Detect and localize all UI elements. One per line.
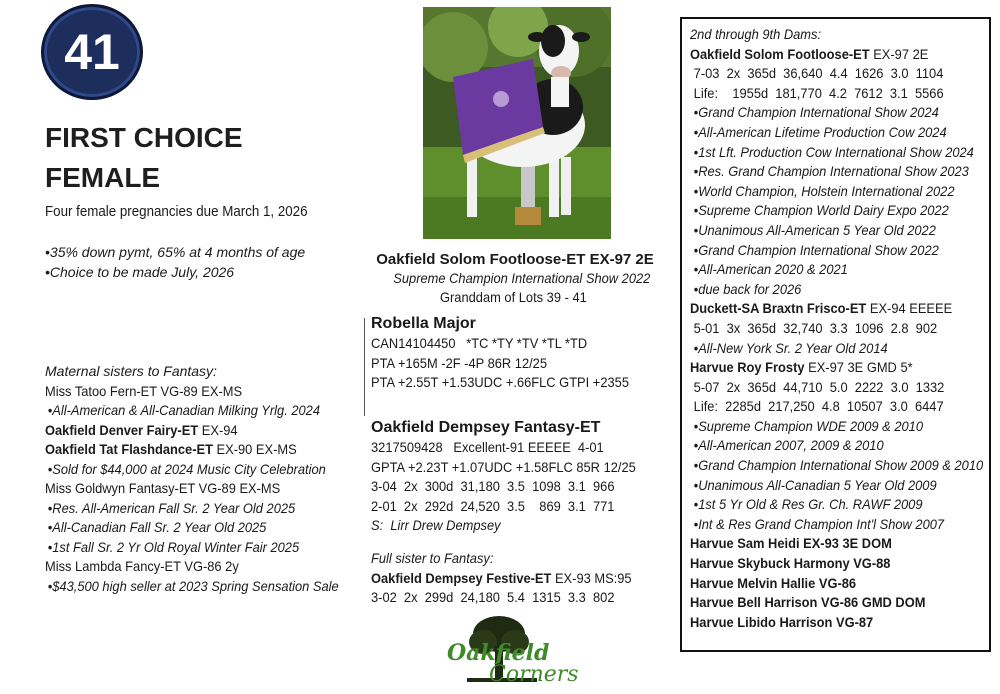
- pedigree-record: 5-01 3x 365d 32,740 3.3 1096 2.8 902: [693, 319, 938, 336]
- logo-word-2: Corners: [489, 662, 579, 687]
- dam-sire: S: Lirr Drew Dempsey: [371, 517, 501, 533]
- dam-line: 3217509428 Excellent-91 EEEEE 4-01: [371, 439, 604, 455]
- pedigree-ancestor: Harvue Skybuck Harmony VG-88: [690, 555, 891, 572]
- pedigree-note: •Grand Champion International Show 2022: [693, 241, 939, 258]
- pedigree-record: 7-03 2x 365d 36,640 4.4 1626 3.0 1104: [693, 65, 944, 82]
- pedigree-note: •Supreme Champion WDE 2009 & 2010: [693, 417, 924, 434]
- title-line-1: FIRST CHOICE: [45, 122, 243, 153]
- dam-line: 3-04 2x 300d 31,180 3.5 1098 3.1 966: [371, 478, 615, 494]
- title-line-2: FEMALE: [45, 162, 161, 193]
- pedigree-note: •due back for 2026: [693, 280, 802, 297]
- sister-note: •Res. All-American Fall Sr. 2 Year Old 2025: [47, 499, 296, 516]
- pedigree-note: •All-American 2020 & 2021: [693, 261, 848, 278]
- sire-line: CAN14104450 *TC *TY *TV *TL *TD: [371, 335, 588, 351]
- pedigree-note: •Grand Champion International Show 2024: [693, 104, 939, 121]
- sire-divider: [364, 318, 365, 416]
- sister-note: •All-Canadian Fall Sr. 2 Year Old 2025: [47, 519, 267, 535]
- pedigree-note: •1st 5 Yr Old & Res Gr. Ch. RAWF 2009: [693, 496, 923, 513]
- terms-line-2: •Choice to be made July, 2026: [45, 264, 235, 280]
- terms-line-1: •35% down pymt, 65% at 4 months of age: [45, 244, 306, 260]
- sire-line: PTA +2.55T +1.53UDC +.66FLC GTPI +2355: [371, 374, 629, 390]
- sire-section: [371, 314, 651, 393]
- lot-number-badge: [41, 4, 143, 100]
- photo-caption-2: Granddam of Lots 39 - 41: [440, 289, 587, 305]
- pedigree-record: Life: 1955d 181,770 4.2 7612 3.1 5566: [693, 84, 944, 101]
- dam-name: Oakfield Dempsey Fantasy-ET: [371, 419, 601, 436]
- pedigree-ancestor: Harvue Libido Harrison VG-87: [690, 613, 874, 630]
- sire-line: PTA +165M -2F -4P 86R 12/25: [371, 354, 548, 371]
- sister-note: •$43,500 high seller at 2023 Spring Sensation Sale: [47, 577, 339, 594]
- photo-cow-name: Oakfield Solom Footloose-ET EX-97 2E: [376, 251, 654, 268]
- logo-word-1: Oakfield: [447, 640, 550, 666]
- pedigree-dam-name: Harvue Roy Frosty EX-97 3E GMD 5*: [690, 359, 913, 376]
- pedigree-record: Life: 2285d 217,250 4.8 10507 3.0 6447: [693, 398, 944, 415]
- pedigree-note: •World Champion, Holstein International 2022: [693, 182, 955, 199]
- sister-entry: Miss Tatoo Fern-ET VG-89 EX-MS: [45, 382, 243, 399]
- pedigree-note: •Int & Res Grand Champion Int'l Show 2007: [693, 515, 945, 532]
- pedigree-ancestor: Harvue Sam Heidi EX-93 3E DOM: [690, 535, 892, 552]
- dam-line: GPTA +2.23T +1.07UDC +1.58FLC 85R 12/25: [371, 458, 636, 475]
- pedigree-dam-name: Oakfield Solom Footloose-ET EX-97 2E: [690, 45, 929, 62]
- oakfield-corners-logo: [447, 612, 597, 692]
- pedigree-note: •Unanimous All-American 5 Year Old 2022: [693, 221, 936, 238]
- pedigree-heading: 2nd through 9th Dams:: [690, 26, 822, 42]
- photo-caption-1: Supreme Champion International Show 2022: [393, 270, 651, 286]
- pedigree-note: •1st Lft. Production Cow International Show 2024: [693, 143, 974, 160]
- sister-note: •All-American & All-Canadian Milking Yrlg. 2024: [47, 402, 321, 418]
- pedigree-dam-name: Duckett-SA Braxtn Frisco-ET EX-94 EEEEE: [690, 300, 953, 317]
- pedigree-content: [690, 25, 988, 632]
- full-sister-section: [371, 549, 654, 608]
- lot-number: 41: [64, 24, 120, 80]
- sister-note: •Sold for $44,000 at 2024 Music City Celebration: [47, 460, 326, 477]
- sister-entry: Miss Lambda Fancy-ET VG-86 2y: [45, 558, 239, 574]
- pedigree-record: 5-07 2x 365d 44,710 5.0 2222 3.0 1332: [693, 378, 945, 395]
- pedigree-note: •All-American 2007, 2009 & 2010: [693, 437, 884, 454]
- pedigree-note: •Unanimous All-Canadian 5 Year Old 2009: [693, 476, 937, 493]
- dam-section: [371, 418, 659, 536]
- sister-entry: Miss Goldwyn Fantasy-ET VG-89 EX-MS: [45, 480, 281, 496]
- lot-title: [45, 118, 243, 198]
- sister-entry: Oakfield Tat Flashdance-ET EX-90 EX-MS: [45, 441, 297, 457]
- sister-note: •1st Fall Sr. 2 Yr Old Royal Winter Fair 2025: [47, 538, 300, 555]
- cow-photo-illustration: [423, 7, 611, 239]
- maternal-sisters-section: [45, 362, 364, 596]
- dam-line: 2-01 2x 292d 24,520 3.5 869 3.1 771: [371, 497, 615, 514]
- full-sister-heading: Full sister to Fantasy:: [371, 550, 494, 566]
- maternal-heading: Maternal sisters to Fantasy:: [45, 363, 217, 379]
- full-sister-record: 3-02 2x 299d 24,180 5.4 1315 3.3 802: [371, 589, 615, 605]
- pedigree-note: •All-American Lifetime Production Cow 2024: [693, 123, 947, 140]
- sister-entry: Oakfield Denver Fairy-ET EX-94: [45, 421, 238, 438]
- pedigree-note: •All-New York Sr. 2 Year Old 2014: [693, 339, 888, 356]
- pedigree-note: •Supreme Champion World Dairy Expo 2022: [693, 202, 949, 219]
- sire-name: Robella Major: [371, 315, 476, 332]
- pedigree-note: •Grand Champion International Show 2009 & 2010: [693, 457, 984, 474]
- full-sister-entry: Oakfield Dempsey Festive-ET EX-93 MS:95: [371, 569, 632, 586]
- lot-subtitle: Four female pregnancies due March 1, 2026: [45, 204, 308, 220]
- pedigree-ancestor: Harvue Bell Harrison VG-86 GMD DOM: [690, 594, 926, 611]
- cow-photo: [423, 7, 611, 239]
- pedigree-ancestor: Harvue Melvin Hallie VG-86: [690, 574, 857, 591]
- pedigree-note: •Res. Grand Champion International Show 2023: [693, 163, 969, 180]
